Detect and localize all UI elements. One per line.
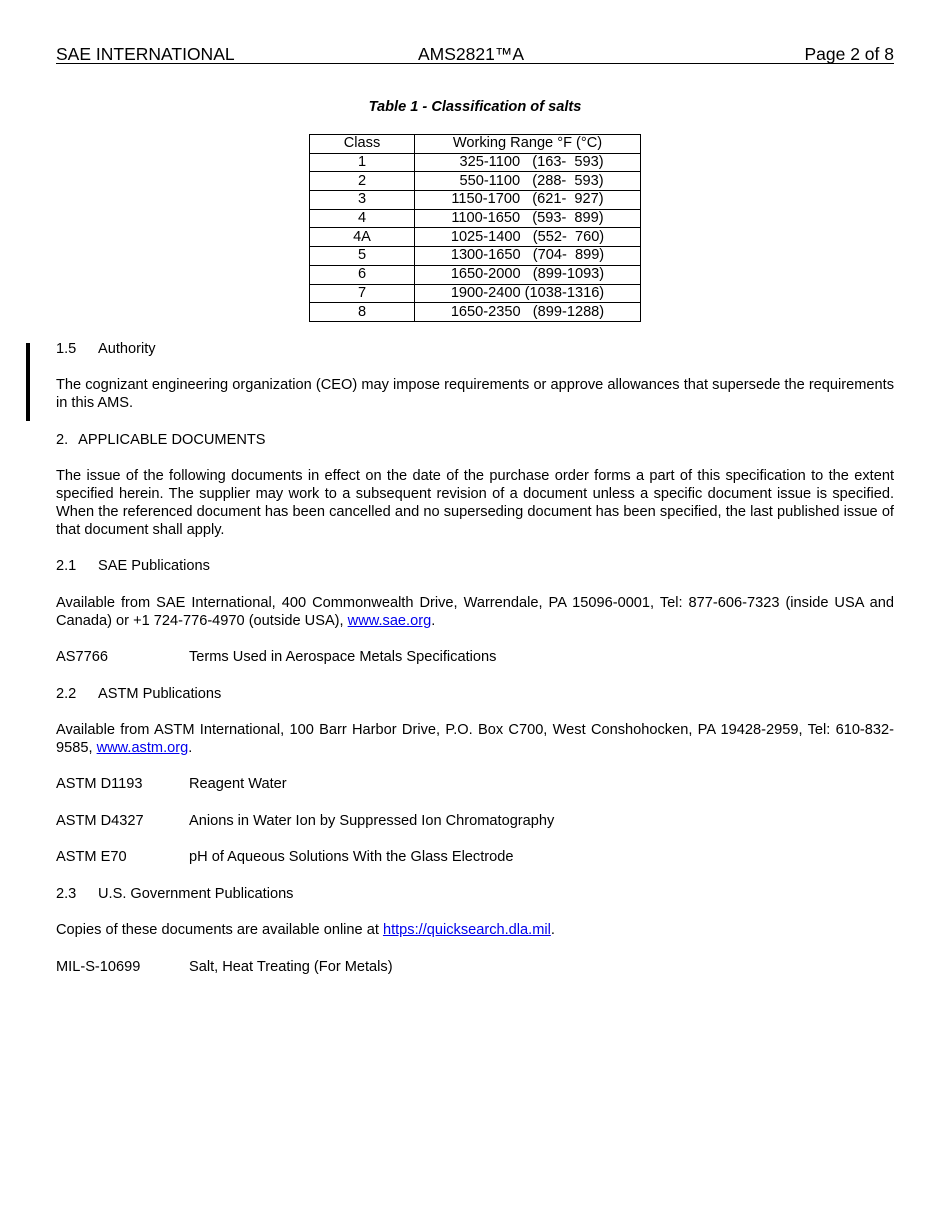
class-cell: 4 [310, 209, 415, 228]
table-row [310, 228, 641, 247]
reference-title: Reagent Water [189, 776, 287, 792]
reference-title: pH of Aqueous Solutions With the Glass Electrode [189, 849, 514, 865]
section-title: APPLICABLE DOCUMENTS [78, 432, 266, 448]
quicksearch-link[interactable]: https://quicksearch.dla.mil [382, 922, 551, 938]
class-cell: 1 [310, 153, 415, 172]
class-cell: 6 [310, 265, 415, 284]
salt-classification-table [309, 134, 641, 322]
gov-availability-paragraph: Copies of these documents are available online at https://quicksearch.dla.mil. [56, 922, 555, 938]
applicable-docs-paragraph: The issue of the following documents in effect on the date of the purchase order forms a part of this specification to the extent specified herein. The supplier may work to a subsequent revision of a document unless a specific document issue is specified. When the referenced document has been cancelled and no superseding document has been specified, the last published issue of that document shall apply. [56, 468, 894, 538]
section-number: 2.1 [56, 558, 77, 574]
page-header [56, 44, 894, 64]
table-title: Table 1 - Classification of salts [368, 99, 582, 115]
reference-id: ASTM E70 [56, 849, 127, 865]
working-range-cell: 1025-1400 (552- 760) [415, 228, 641, 247]
table-row [310, 191, 641, 210]
section-2-2-heading [56, 685, 894, 703]
reference-id: AS7766 [56, 649, 108, 665]
astm-link[interactable]: www.astm.org [96, 740, 189, 756]
table-row [310, 284, 641, 303]
table-row [310, 247, 641, 266]
reference-id: MIL-S-10699 [56, 959, 141, 975]
reference-item [56, 812, 894, 830]
working-range-cell: 1150-1700 (621- 927) [415, 191, 641, 210]
section-1-5-heading [56, 340, 894, 358]
table-row [310, 303, 641, 322]
section-title: ASTM Publications [98, 686, 222, 702]
table-row [310, 209, 641, 228]
section-number: 2.3 [56, 886, 77, 902]
section-title: Authority [98, 341, 156, 357]
reference-id: ASTM D4327 [56, 813, 144, 829]
availability-text: Available from ASTM International, 100 Barr Harbor Drive, P.O. Box C700, West Conshohocken, PA 19428-2959, Tel: 610-832-9585, [56, 722, 894, 756]
authority-paragraph: The cognizant engineering organization (CEO) may impose requirements or approve allowances that supersede the requirements in this AMS. [56, 377, 894, 411]
working-range-cell: Working Range °F (°C) [415, 135, 641, 154]
working-range-cell: 1650-2350 (899-1288) [415, 303, 641, 322]
reference-title: Anions in Water Ion by Suppressed Ion Chromatography [189, 813, 555, 829]
section-title: SAE Publications [98, 558, 210, 574]
reference-item [56, 848, 894, 866]
working-range-cell: 325-1100 (163- 593) [415, 153, 641, 172]
class-cell: 3 [310, 191, 415, 210]
class-cell: 2 [310, 172, 415, 191]
class-cell: 5 [310, 247, 415, 266]
reference-id: ASTM D1193 [56, 776, 143, 792]
section-number: 1.5 [56, 341, 77, 357]
section-2-heading [56, 431, 894, 449]
reference-item [56, 775, 894, 793]
section-2-1-heading [56, 557, 894, 575]
header-org: SAE INTERNATIONAL [56, 44, 235, 64]
section-title: U.S. Government Publications [98, 886, 294, 902]
table-row [310, 172, 641, 191]
reference-title: Salt, Heat Treating (For Metals) [189, 959, 393, 975]
working-range-cell: 550-1100 (288- 593) [415, 172, 641, 191]
sae-link[interactable]: www.sae.org [347, 613, 432, 629]
availability-text: Copies of these documents are available online at [56, 922, 383, 938]
section-number: 2. [56, 432, 69, 448]
table-row [310, 153, 641, 172]
section-2-3-heading [56, 885, 894, 903]
working-range-cell: 1100-1650 (593- 899) [415, 209, 641, 228]
table-header-row [310, 135, 641, 154]
section-number: 2.2 [56, 686, 77, 702]
class-cell: 8 [310, 303, 415, 322]
sae-availability-paragraph: Available from SAE International, 400 Commonwealth Drive, Warrendale, PA 15096-0001, Tel: 877-606-7323 (inside USA and Canada) or +1 724-776-4970 (outside USA), www.sae.org. [56, 595, 894, 629]
reference-title: Terms Used in Aerospace Metals Specifications [189, 649, 497, 665]
availability-text: Available from SAE International, 400 Commonwealth Drive, Warrendale, PA 15096-0001, Tel: 877-606-7323 (inside USA and Canada) or +1 724-776-4970 (outside USA), [56, 595, 894, 629]
astm-availability-paragraph: Available from ASTM International, 100 Barr Harbor Drive, P.O. Box C700, West Conshohocken, PA 19428-2959, Tel: 610-832-9585, www.astm.org. [56, 722, 894, 756]
working-range-cell: 1300-1650 (704- 899) [415, 247, 641, 266]
header-doc-id: AMS2821™A [418, 44, 525, 64]
class-cell: Class [310, 135, 415, 154]
reference-item [56, 958, 894, 976]
reference-item [56, 648, 894, 666]
working-range-cell: 1900-2400 (1038-1316) [415, 284, 641, 303]
header-page: Page 2 of 8 [804, 44, 894, 64]
class-cell: 4A [310, 228, 415, 247]
change-bar [26, 343, 30, 421]
table-row [310, 265, 641, 284]
class-cell: 7 [310, 284, 415, 303]
working-range-cell: 1650-2000 (899-1093) [415, 265, 641, 284]
